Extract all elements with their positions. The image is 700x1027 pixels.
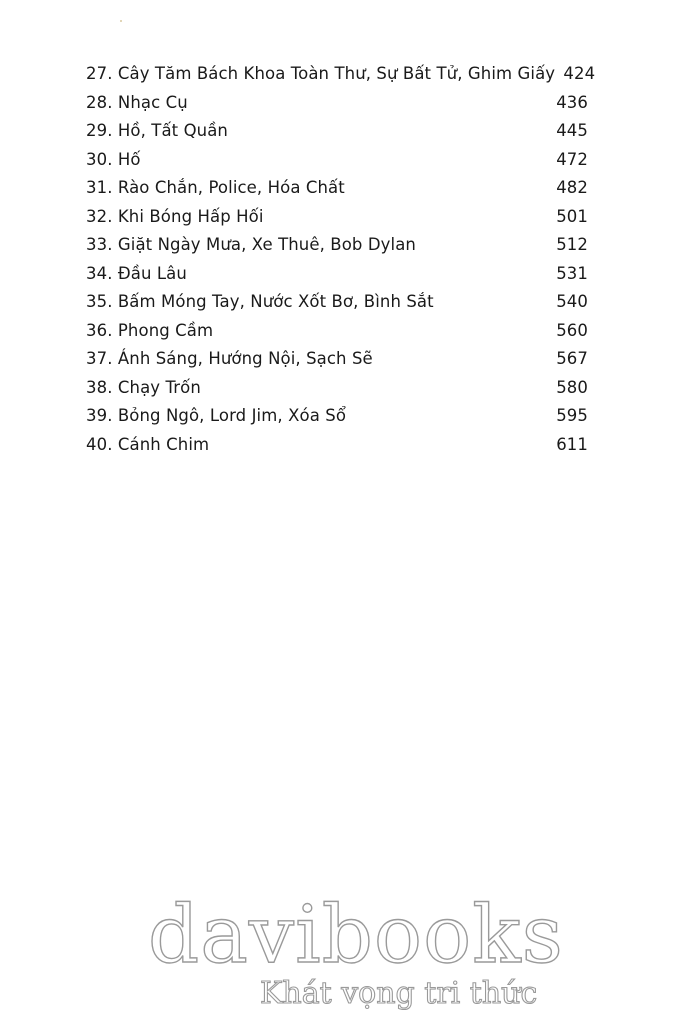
toc-entry-title: 38. Chạy Trốn	[86, 377, 201, 397]
toc-entry-title: 28. Nhạc Cụ	[86, 92, 188, 112]
toc-entry	[86, 402, 588, 431]
publisher-watermark	[148, 890, 568, 1020]
toc-entry-page: 482	[556, 178, 588, 197]
toc-entry	[86, 431, 588, 460]
toc-entry-title: 30. Hố	[86, 149, 141, 169]
toc-entry	[86, 231, 588, 260]
toc-entry-page: 560	[556, 320, 588, 340]
toc-entry-page: 531	[556, 263, 588, 283]
toc-entry-title: 40. Cánh Chim	[86, 434, 210, 454]
watermark-brand: davibooks	[148, 888, 564, 981]
toc-entry-title: 39. Bỏng Ngô, Lord Jim, Xóa Sổ	[86, 406, 347, 425]
toc-entry-page: 567	[556, 349, 588, 368]
toc-entry-page: 445	[556, 121, 588, 140]
watermark-tagline: Khát vọng tri thức	[260, 976, 538, 1011]
toc-entry-title: 35. Bấm Móng Tay, Nước Xốt Bơ, Bình Sắt	[86, 292, 434, 311]
toc-entry	[86, 60, 596, 89]
toc-entry	[86, 203, 588, 232]
toc-entry	[86, 117, 588, 146]
toc-entry	[86, 174, 588, 203]
toc-entry-title: 31. Rào Chắn, Police, Hóa Chất	[86, 178, 345, 197]
toc-entry	[86, 374, 588, 403]
toc-entry-title: 34. Đầu Lâu	[86, 263, 187, 283]
toc-entry	[86, 89, 588, 118]
toc-entry-title: 27. Cây Tăm Bách Khoa Toàn Thư, Sự Bất Tử, Ghim Giấy	[86, 64, 556, 83]
toc-entry-page: 501	[556, 206, 588, 226]
toc-entry-page: 424	[563, 64, 596, 83]
toc-entry-title: 37. Ánh Sáng, Hướng Nội, Sạch Sẽ	[86, 349, 373, 368]
toc-entry	[86, 317, 588, 346]
paper-speck	[120, 20, 122, 22]
toc-entry-page: 540	[556, 292, 588, 311]
toc-entry-page: 436	[556, 92, 588, 112]
toc-entry-page: 611	[556, 434, 588, 454]
toc-entry-page: 472	[556, 149, 588, 169]
toc-entry-page: 580	[556, 377, 588, 397]
toc-entry	[86, 146, 588, 175]
toc-entry-page: 595	[556, 406, 588, 425]
table-of-contents	[86, 60, 596, 459]
toc-entry-title: 29. Hồ, Tất Quần	[86, 121, 228, 140]
toc-entry	[86, 260, 588, 289]
toc-entry	[86, 345, 588, 374]
toc-entry-title: 36. Phong Cầm	[86, 320, 214, 340]
toc-entry	[86, 288, 588, 317]
toc-entry-page: 512	[556, 235, 588, 254]
toc-entry-title: 33. Giặt Ngày Mưa, Xe Thuê, Bob Dylan	[86, 235, 416, 254]
toc-entry-title: 32. Khi Bóng Hấp Hối	[86, 206, 264, 226]
